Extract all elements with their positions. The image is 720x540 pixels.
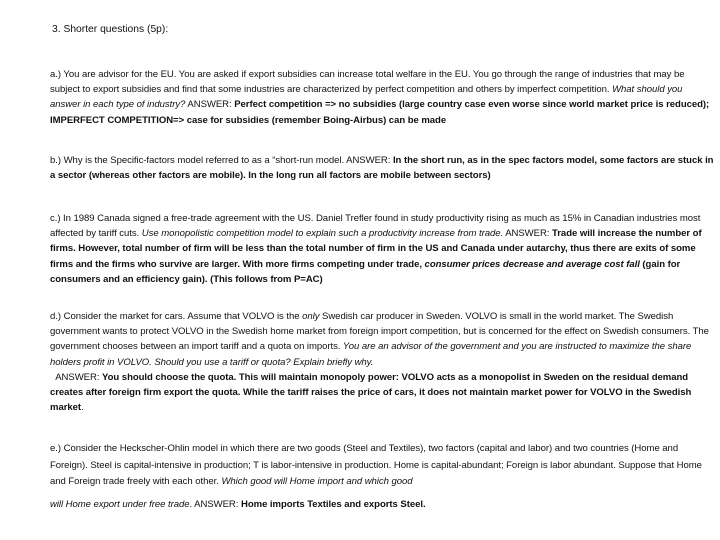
question-c-answer-end: (gain for consumers and an efficiency gain). (This follows from P=AC) <box>50 258 681 285</box>
question-d-answer-end: . <box>81 402 84 414</box>
question-c <box>50 211 714 287</box>
question-e-answer-label: . ANSWER: <box>189 498 241 510</box>
question-d-answer-label: ANSWER: <box>55 371 103 383</box>
section-heading: 3. Shorter questions (5p): <box>52 24 169 35</box>
question-b-answer: In the short run, as in the spec factors model, some factors are stuck in a sector (whereas other factors are mobile). In the long run all factors are mobile between sectors) <box>50 155 714 182</box>
question-d <box>50 309 714 415</box>
question-b-prompt: b.) Why is the Specific-factors model referred to as a “short-run model. ANSWER: <box>50 155 393 166</box>
question-a-prompt: a.) You are advisor for the EU. You are asked if export subsidies can increase total welfare in the EU. You go through the range of industries that may be subject to export subsidies and find that some industries are characterized by perfect competition and others by imperfect competition. <box>50 69 685 96</box>
question-e-question-1: Which good will Home import and which good <box>218 476 413 487</box>
question-a-answer: Perfect competition => no subsidies (large country case even worse since world market price is reduced); IMPERFECT COMPETITION=> case for subsidies (remember Boing-Airbus) can be made <box>50 99 710 126</box>
question-d-prompt-1: d.) Consider the market for cars. Assume that VOLVO is the <box>50 311 300 322</box>
question-c-answer-label: ANSWER: <box>503 228 553 240</box>
question-c-prompt: c.) In 1989 Canada signed a free-trade agreement with the US. Daniel Trefler found in study productivity rising as much as 15% in Canadian industries most affected by tariff cuts. <box>50 213 701 240</box>
question-c-answer: Trade will increase the number of firms. However, total number of firm will be less than the total number of firm in the US and Canada under autarchy, thus there are exits of some firms and the firms who survive are larger. With more firms competing under trade, <box>50 228 702 270</box>
question-b <box>50 153 714 183</box>
question-c-answer-italic: consumer prices decrease and average cost fall <box>421 258 640 270</box>
question-a-question: What should you answer in each type of industry? <box>50 84 683 111</box>
question-d-question: You are an advisor of the government and you are instructed to maximize the share holders profit in VOLVO. Should you use a tariff or quota? Explain briefly why. <box>50 341 692 368</box>
question-c-question: Use monopolistic competition model to explain such a productivity increase from trade. <box>139 228 504 240</box>
question-d-prompt-2: Swedish car producer in Sweden. VOLVO is small in the world market. The Swedish government wants to protect VOLVO in the Swedish home market from foreign import competition, but is concerned for the effect on Swedish consumers. The government chooses between an import tariff and a quota on imports. <box>50 311 709 353</box>
question-d-answer: You should choose the quota. This will maintain monopoly power: VOLVO acts as a monopolist in Sweden on the residual demand creates after foreign firm export the quota. While the tariff raises the price of cars, it does not maintain market power for VOLVO in the Swedish market <box>50 371 692 414</box>
question-d-prompt-only: only <box>299 311 320 322</box>
question-a <box>50 67 714 128</box>
question-e-question-2: will Home export under free trade <box>50 498 190 510</box>
question-e-answer: Home imports Textiles and exports Steel. <box>241 498 426 510</box>
question-e <box>50 441 714 513</box>
question-e-prompt: e.) Consider the Heckscher-Ohlin model in which there are two goods (Steel and Textiles), two factors (capital and labor) and two countries (Home and Foreign). Steel is capital-intensive in production; T is labor-intensive in production. Home is capital-abundant; Foreign is labor abundant. Suppose that Home and Foreign trade freely with each other. <box>50 443 702 487</box>
question-a-answer-label: ANSWER: <box>185 99 235 111</box>
